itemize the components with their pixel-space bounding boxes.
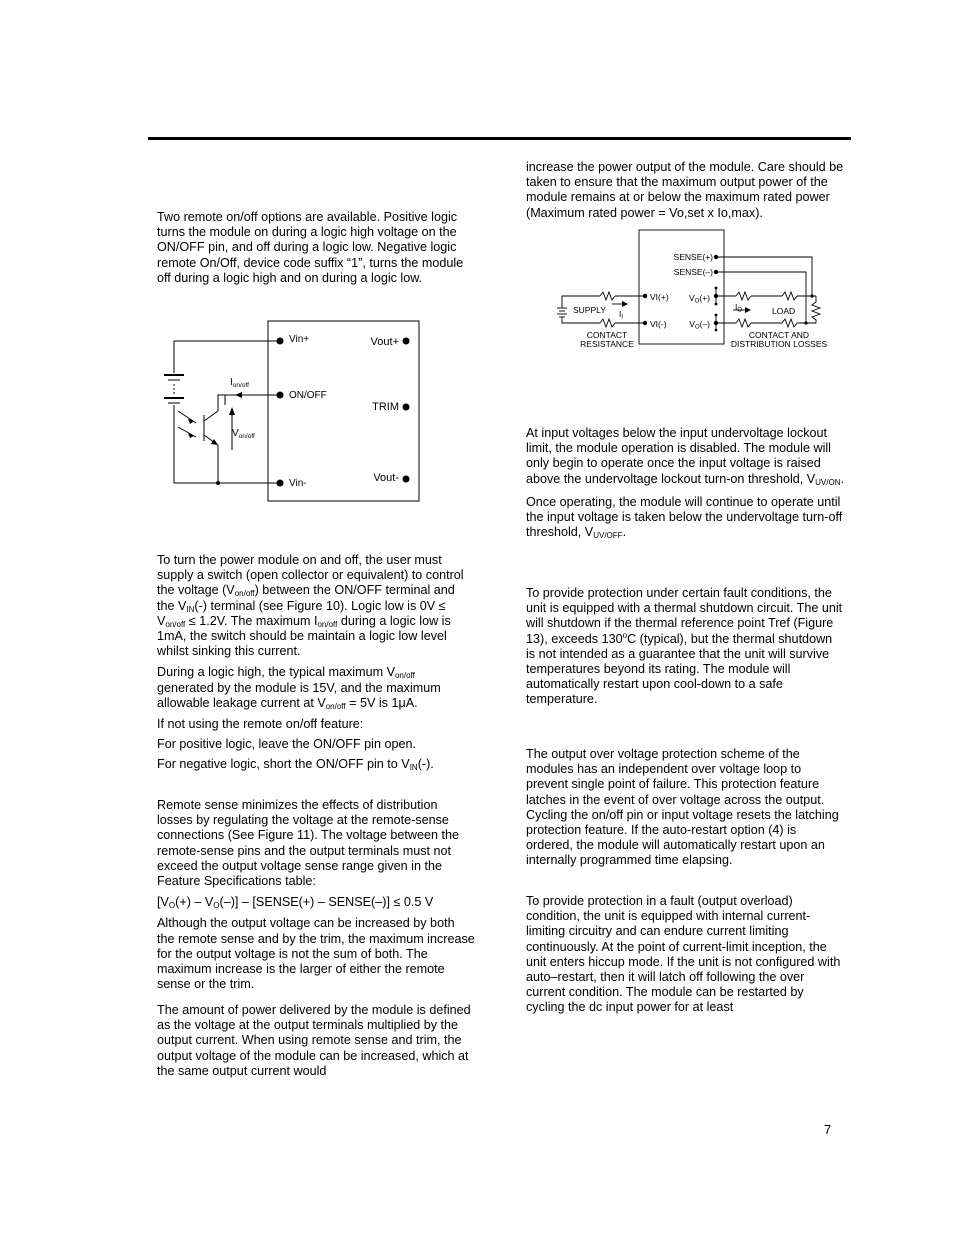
ionoff-label: $I_{on/off}$ (230, 377, 249, 389)
remote-sense-section (157, 798, 475, 992)
over-current-section (526, 894, 844, 1016)
vin-plus-label: Vin+ (289, 334, 310, 345)
vo-minus-label: VO(–) (689, 319, 710, 331)
figure-11-remote-sense-circuit (550, 226, 840, 356)
thermal-shutdown-section (526, 586, 844, 708)
remote-onoff-intro (157, 210, 475, 286)
vin-minus-label: Vin- (289, 478, 307, 489)
remote-sense-schematic (550, 226, 840, 356)
remote-onoff-schematic (150, 315, 430, 510)
vonoff-label: $V_{on/off}$ (232, 428, 255, 440)
vi-minus-label: VI(-) (650, 319, 667, 329)
paragraph: increase the power output of the module. Care should be taken to ensure that the maximum output power of the module remains at or below the maximum rated power (Maximum rated power = Vo,set x Io,max). (526, 160, 844, 220)
vout-plus-label: Vout+ (370, 336, 399, 348)
contact-and-label: CONTACT AND (748, 330, 810, 340)
sense-minus-label: SENSE(–) (673, 267, 713, 277)
distribution-label: DISTRIBUTION LOSSES (730, 339, 828, 349)
paragraph: To turn the power module on and off, the user must supply a switch (open collector or equivalent) to control the voltage $(V_{on/off})$ between the ON/OFF terminal and the $V_{IN}(-)$ terminal (see Figure 10). Logic low is $0V \le V_{on/off} \le 1.2V$. The maximum $I_{on/off}$ during a logic low is 1mA, the switch should be maintain a logic low level whilst sinking this current. (157, 553, 464, 659)
trim-label: TRIM (372, 401, 399, 413)
figure-10-remote-onoff-circuit (150, 315, 430, 510)
paragraph: To provide protection under certain fault conditions, the unit is equipped with a thermal shutdown circuit. The unit will shutdown if the thermal reference point Tref (Figure 13), exceeds 130$^o$C (typical), but the thermal shutdown is not intended as a guarantee that the unit will survive temperatures beyond its rating. The module will automatically restart upon cool-down to a safe temperature. (526, 586, 843, 707)
paragraph: The amount of power delivered by the module is defined as the voltage at the output terminals multiplied by the output current. When using remote sense and trim, the output voltage of the module can be increased, which at the same output current would (157, 1003, 471, 1078)
paragraph: To provide protection in a fault (output overload) condition, the unit is equipped with internal current-limiting circuitry and can endure current limiting continuously. At the point of current-limit inception, the unit enters hiccup mode. If the unit is not configured with auto–restart, then it will latch off following the over current condition. The module can be restarted by cycling the dc input power for at least (526, 894, 841, 1015)
header-rule (148, 137, 851, 140)
paragraph: The output over voltage protection scheme of the modules has an independent over voltage loop to prevent single point of failure. This protection feature latches in the event of over voltage across the output. Cycling the on/off pin or input voltage resets the latching protection feature. If the auto-restart option (4) is ordered, the module will automatically restart upon an internally programmed time elapsing. (526, 747, 839, 868)
paragraph: For positive logic, leave the ON/OFF pin open. (157, 737, 416, 752)
vo-plus-label: VO(+) (689, 293, 710, 305)
io-label: IO (735, 302, 743, 314)
supply-label: SUPPLY (573, 305, 606, 315)
paragraph: Two remote on/off options are available. Positive logic turns the module on during a logic high voltage on the ON/OFF pin, and off during a logic low. Negative logic remote On/Off, device code suffix “1”, turns the module off during a logic high and on during a logic low. (157, 210, 464, 285)
page-number: 7 (824, 1122, 832, 1137)
paragraph: Although the output voltage can be increased by both the remote sense and by the trim, the maximum increase for the output voltage is not the sum of both. The maximum increase is the larger of either the remote sense or the trim. (157, 916, 475, 992)
vout-minus-label: Vout- (373, 472, 399, 484)
paragraph: Remote sense minimizes the effects of distribution losses by regulating the voltage at the remote-sense connections (See Figure 11). The voltage between the remote-sense pins and the output terminals must not exceed the output voltage sense range given in the Feature Specifications table: (157, 798, 459, 889)
paragraph: At input voltages below the input undervoltage lockout limit, the module operation is disabled. The module will only begin to operate once the input voltage is raised above the undervoltage lockout turn-on threshold, $V_{UV/ON}$. (526, 426, 844, 487)
paragraph: Once operating, the module will continue to operate until the input voltage is taken below the undervoltage turn-off threshold, $V_{UV/OFF}$. (526, 494, 843, 541)
paragraph: If not using the remote on/off feature: (157, 717, 364, 732)
sense-formula: $[V_O(+) - V_O(-)]$ – [SENSE(+) – SENSE(–)] ≤ 0.5 V (157, 895, 434, 911)
ii-label: II (619, 309, 624, 321)
undervoltage-lockout-section (526, 426, 844, 540)
load-label: LOAD (772, 306, 796, 316)
contact-label: CONTACT (586, 330, 628, 340)
over-voltage-section (526, 747, 844, 869)
resistance-label: RESISTANCE (580, 339, 634, 349)
paragraph: For negative logic, short the ON/OFF pin to $V_{IN}(-)$. (157, 757, 434, 773)
onoff-label: ON/OFF (289, 390, 327, 401)
sense-plus-label: SENSE(+) (673, 252, 713, 262)
output-power-section (157, 1003, 475, 1079)
vi-plus-label: VI(+) (650, 292, 669, 302)
paragraph: During a logic high, the typical maximum $V_{on/off}$ generated by the module is 15V, and the maximum allowable leakage current at $V_{on/off} = 5V$ is 1μA. (157, 665, 441, 711)
output-power-continued (526, 160, 844, 221)
remote-onoff-details (157, 553, 475, 773)
